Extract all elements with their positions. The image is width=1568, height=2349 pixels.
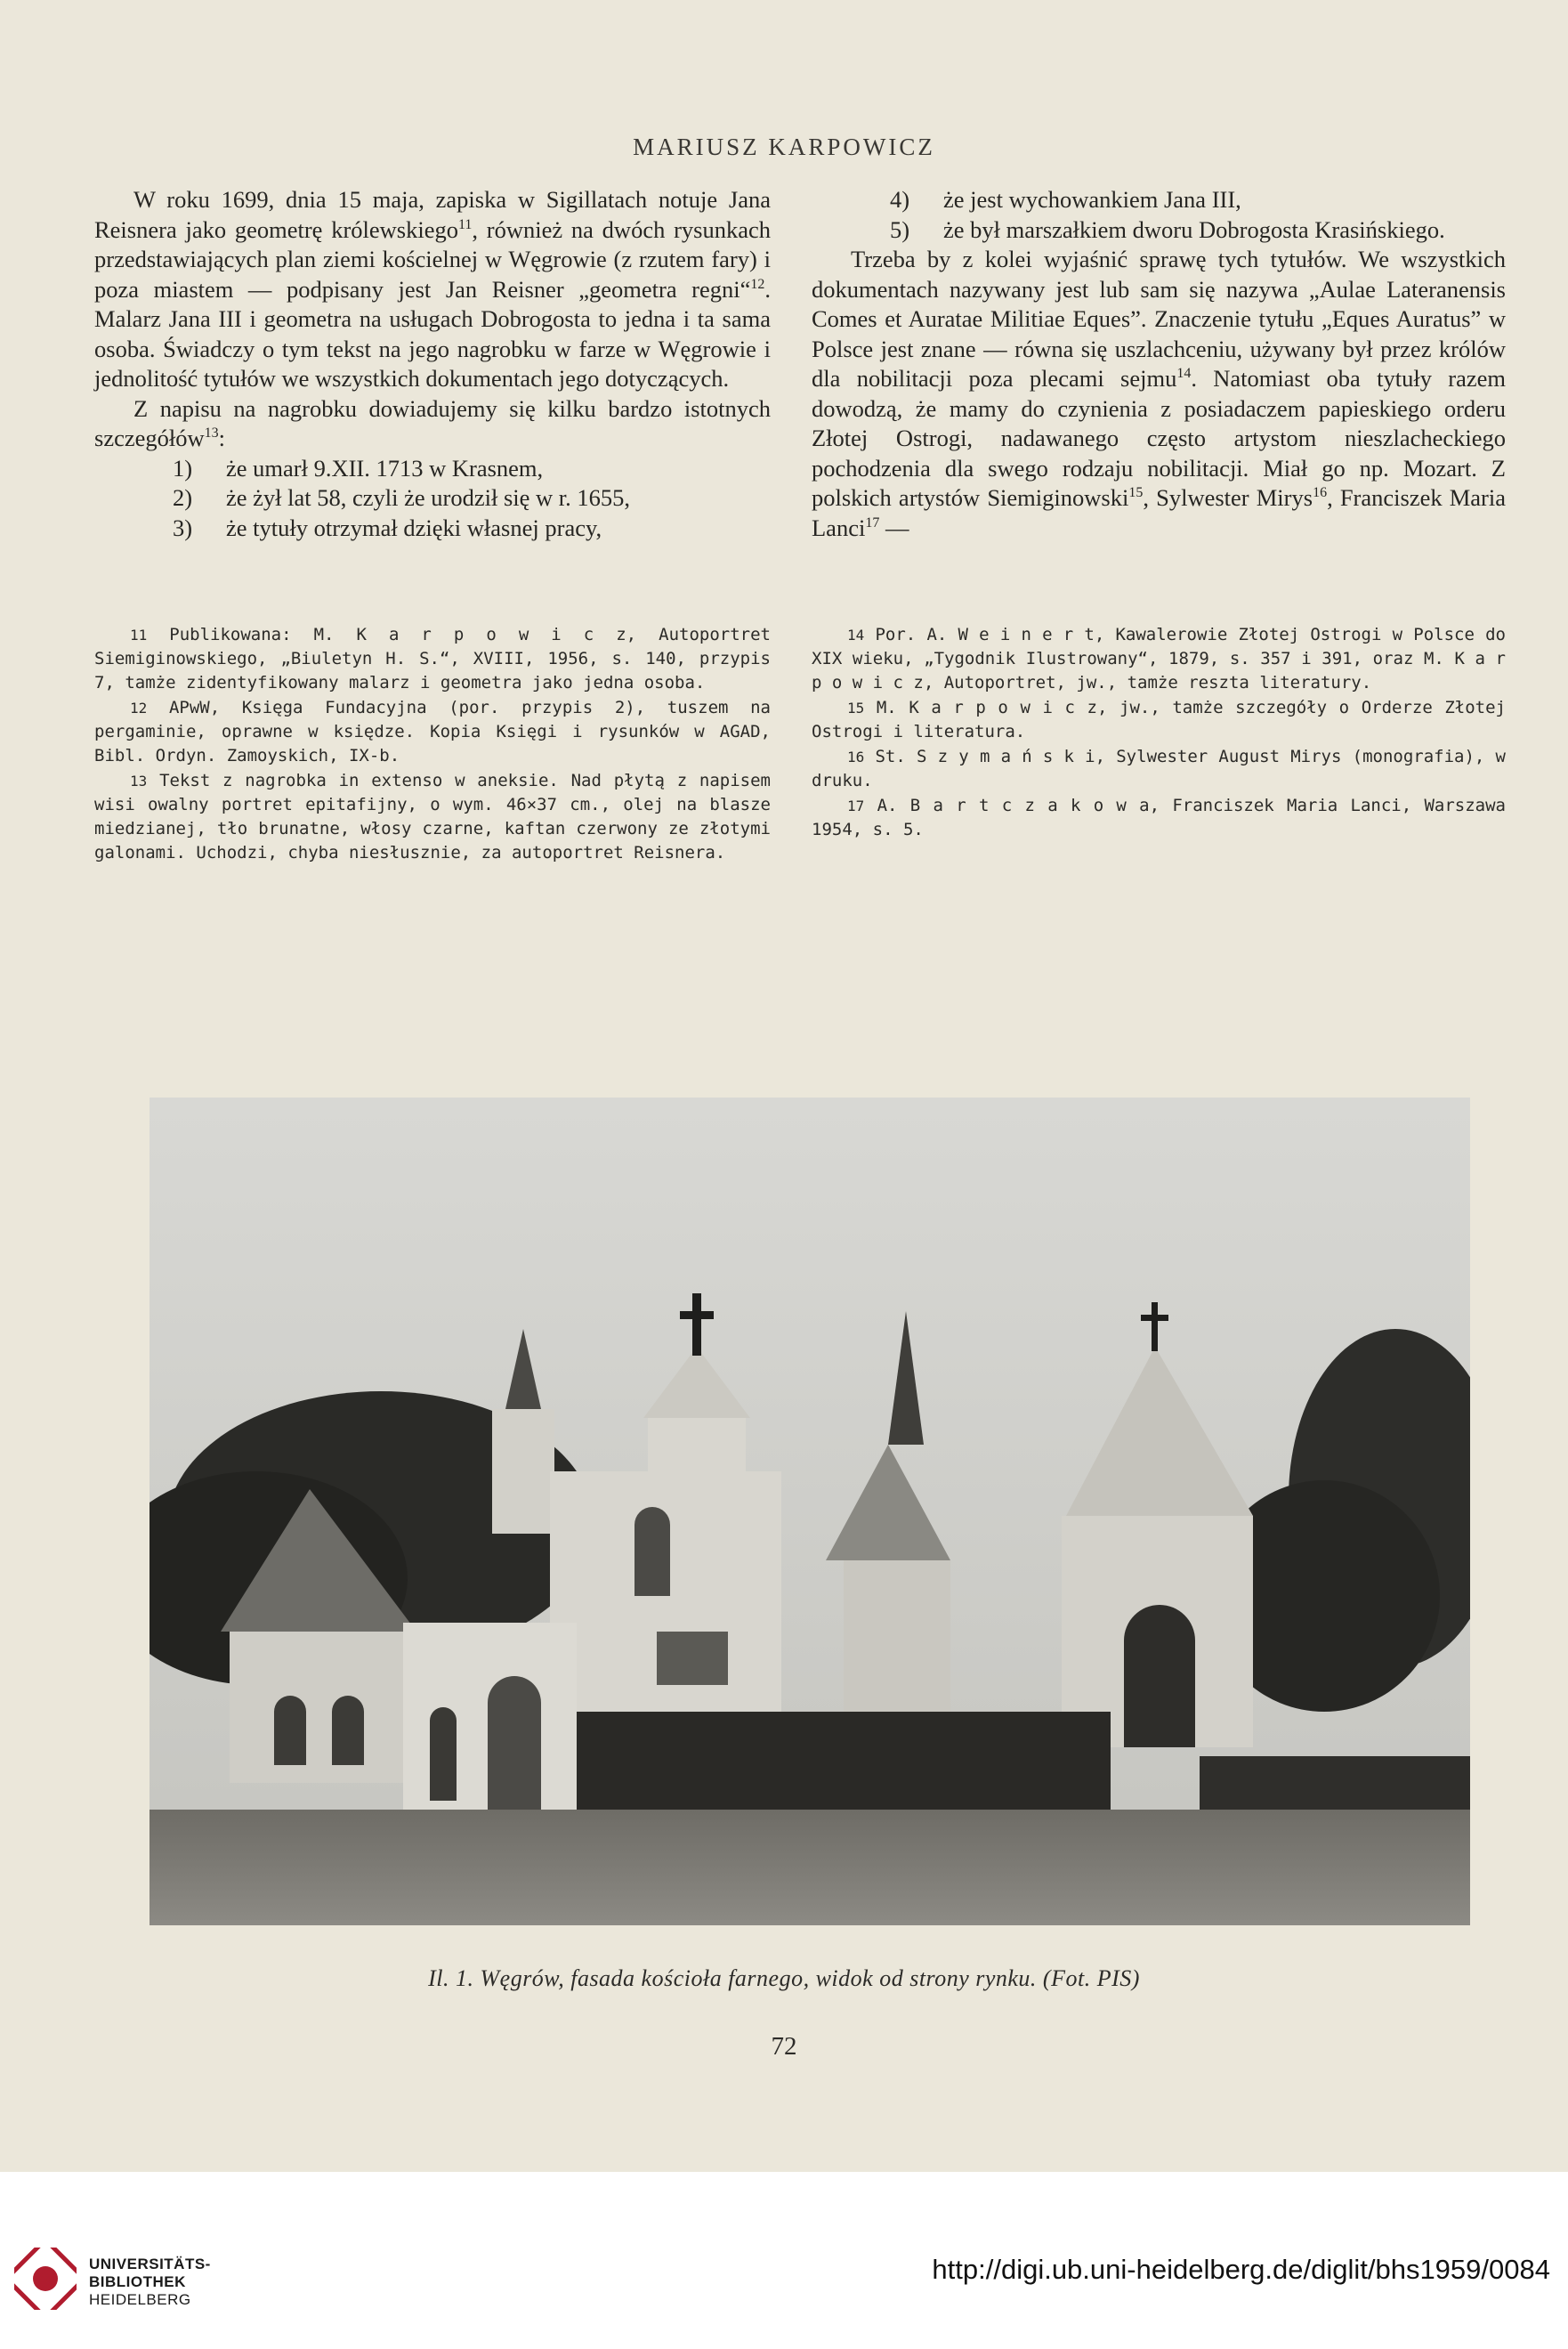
list-item xyxy=(94,454,771,484)
church-illustration xyxy=(150,1098,1470,1925)
running-head: MARIUSZ KARPOWICZ xyxy=(633,134,935,160)
text-run: , również na dwóch rysunkach przedstawiających plan ziemi kościelnej w Węgrowie (z rzutem fary) i poza miastem — podpisany jest Jan Reisner „geometra regni“ xyxy=(94,215,772,303)
list-item xyxy=(812,185,1506,215)
footnote-ref[interactable]: 13 xyxy=(204,425,219,441)
list-item xyxy=(94,483,771,514)
footnote xyxy=(812,745,1506,793)
footnote-number: 12 xyxy=(130,700,148,717)
footnote-text: St. S z y m a ń s k i, Sylwester August Mirys (monografia), w druku. xyxy=(812,747,1506,790)
footnotes-left xyxy=(94,623,771,866)
left-text-column xyxy=(94,185,771,543)
footnote xyxy=(94,769,771,865)
text-run: — xyxy=(879,514,909,541)
list-item xyxy=(812,215,1506,246)
text-run: . Natomiast oba tytuły razem dowodzą, że mamy do czynienia z posiadaczem papieskiego orderu Złotej Ostrogi, nadawanego często artystom nieszlacheckiego pochodzenia dla swego rodzaju nobilitacji. Miał go np. Mozart. Z polskich artystów Siemiginowski xyxy=(812,365,1506,511)
footnote-number: 13 xyxy=(130,773,148,790)
footnote-text: A. B a r t c z a k o w a, Franciszek Maria Lanci, Warszawa 1954, s. 5. xyxy=(812,796,1506,839)
footnote-number: 15 xyxy=(847,700,865,717)
text-run: . Malarz Jana III i geometra na usługach Dobrogosta to jedna i ta sama osoba. Świadczy o tym tekst na jego nagrobku w farze w Węgrowie i jednolitość tytułów we wszystkich dokumentach jego dotyczących. xyxy=(94,275,771,392)
footnote-ref[interactable]: 11 xyxy=(458,216,473,232)
footnote-ref[interactable]: 16 xyxy=(1313,485,1328,501)
list-number: 2) xyxy=(173,484,193,511)
footnote-ref[interactable]: 14 xyxy=(1176,366,1192,382)
footnote-text: Tekst z nagrobka in extenso w aneksie. Nad płytą z napisem wisi owalny portret epitafijny, o wym. 46×37 cm., olej na blasze miedzianej, tło brunatne, włosy czarne, kaftan czerwony ze złotymi galonami. Uchodzi, chyba niesłusznie, za autoportret Reisnera. xyxy=(94,771,771,863)
library-name xyxy=(89,2256,211,2309)
footnote-text: APwW, Księga Fundacyjna (por. przypis 2), tuszem na pergaminie, oprawne w księdze. Kopia Księgi i rysunków w AGAD, Bibl. Ordyn. Zamoyskich, IX-b. xyxy=(94,698,771,765)
library-name-line: BIBLIOTHEK xyxy=(89,2273,186,2290)
footnote-number: 14 xyxy=(847,627,865,644)
footnote-text: Publikowana: M. K a r p o w i c z, Autoportret Siemiginowskiego, „Biuletyn H. S.“, XVIII, 1956, s. 140, przypis 7, tamże zidentyfikowany malarz i geometra jako jedna osoba. xyxy=(94,625,771,693)
footnote-ref[interactable]: 15 xyxy=(1128,485,1144,501)
footnote-ref[interactable]: 12 xyxy=(750,276,765,292)
footnote xyxy=(812,623,1506,695)
church-photograph xyxy=(150,1098,1470,1925)
right-text-column xyxy=(812,185,1506,543)
footnote-text: Por. A. W e i n e r t, Kawalerowie Złotej Ostrogi w Polsce do XIX wieku, „Tygodnik Ilustrowany“, 1879, s. 357 i 391, oraz M. K a r p o w i c z, Autoportret, jw., tamże reszta literatury. xyxy=(812,625,1506,693)
list-number: 1) xyxy=(173,454,193,482)
library-name-line: HEIDELBERG xyxy=(89,2291,191,2308)
footnote-number: 17 xyxy=(847,798,865,814)
footnote xyxy=(812,696,1506,744)
list-text: że był marszałkiem dworu Dobrogosta Krasińskiego. xyxy=(943,215,1445,243)
page-number: 72 xyxy=(771,2032,797,2061)
university-seal-icon xyxy=(14,2248,77,2310)
paragraph xyxy=(812,245,1506,543)
list-text: że umarł 9.XII. 1713 w Krasnem, xyxy=(226,454,544,482)
footnote-ref[interactable]: 17 xyxy=(865,514,880,531)
text-run: W roku 1699, dnia 15 maja, zapiska w Sigillatach notuje Jana Reisnera jako geometrę królewskiego xyxy=(94,186,771,243)
figure-caption: Il. 1. Węgrów, fasada kościoła farnego, widok od strony rynku. (Fot. PIS) xyxy=(428,1965,1140,1991)
library-name-line: UNIVERSITÄTS- xyxy=(89,2256,211,2272)
list-text: że żył lat 58, czyli że urodził się w r. 1655, xyxy=(226,484,631,511)
footnotes-right xyxy=(812,623,1506,843)
footnote xyxy=(94,623,771,695)
list-number: 4) xyxy=(890,186,910,213)
paragraph xyxy=(94,394,771,454)
text-run: , Franciszek Maria Lanci xyxy=(812,484,1507,541)
text-run: : xyxy=(218,425,225,451)
footnote-number: 11 xyxy=(130,627,148,644)
text-run: , Sylwester Mirys xyxy=(1143,484,1313,511)
list-number: 5) xyxy=(890,215,910,243)
footnote-text: M. K a r p o w i c z, jw., tamże szczegóły o Orderze Złotej Ostrogi i literatura. xyxy=(812,698,1506,741)
text-run: Z napisu na nagrobku dowiadujemy się kilku bardzo istotnych szczegółów xyxy=(94,394,771,451)
text-run: Trzeba by z kolei wyjaśnić sprawę tych tytułów. We wszystkich dokumentach nazywany jest lub sam się nazywa „Aulae Lateranensis Comes et Auratae Militiae Eques”. Znaczenie tytułu „Eques Auratus” w Polsce jest znane — równa się uszlachceniu, używany był przez królów dla nobilitacji poza plecami sejmu xyxy=(812,246,1506,392)
list-number: 3) xyxy=(173,514,193,541)
list-item xyxy=(94,514,771,544)
footnote-number: 16 xyxy=(847,749,865,765)
list-text: że tytuły otrzymał dzięki własnej pracy, xyxy=(226,514,602,541)
source-url-link[interactable]: http://digi.ub.uni-heidelberg.de/diglit/bhs1959/0084 xyxy=(932,2254,1550,2285)
paragraph xyxy=(94,185,771,394)
footnote xyxy=(812,794,1506,842)
footnote xyxy=(94,696,771,768)
list-text: że jest wychowankiem Jana III, xyxy=(943,186,1241,213)
